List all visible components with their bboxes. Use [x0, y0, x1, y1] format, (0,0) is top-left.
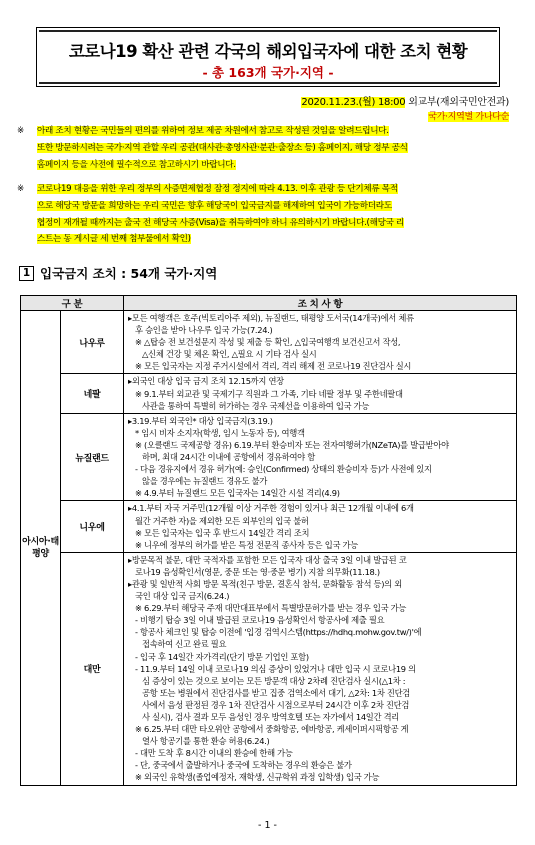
- country-cell: 나우루: [61, 311, 124, 374]
- measures-cell: ▸모든 여행객은 호주(빅토리아주 제외), 뉴질랜드, 태평양 도서국(14개국)에서 체류 후 승인을 받아 나우루 입국 가능(7.24.) ※ △탑승 전 보건설문지 작성 및 제출 등 확인, △입국여행객 보건신고서 작성, △신체 건강 및 체온 확인, △필요 시 기타 검사 실시 ※ 모든 입국자는 지정 주거시설에서 격리, 격리 해제 전 코로나19 진단검사 실시: [124, 311, 517, 374]
- table-row: [21, 413, 517, 501]
- country-cell: 뉴질랜드: [61, 413, 124, 501]
- entry-ban-table: [20, 295, 517, 786]
- title-box: [36, 27, 500, 87]
- header-category: 구 분: [21, 296, 124, 311]
- measures-cell: ▸방문목적 불문, 대만 국적자를 포함한 모든 입국자 대상 출국 3일 이내 발급된 코 로나19 음성확인서(영문, 중문 또는 영·중문 병기) 지참 의무화(11.18.) ▸관광 및 일반적 사회 방문 목적(친구 방문, 결혼식 참석, 문화활동 참석 등)의 외 국인 대상 입국 금지(6.24.) ※ 6.29.부터 해당국 주재 대만대표부에서 특별방문허가를 받는 경우 입국 가능 - 비행기 탑승 3일 이내 발급된 코로나19 음성확인서 항공사에 제출 필요 - 항공사 체크인 및 탑승 이전에 '입경 검역시스템(https://hdhq.mohw.gov.tw/)'에 접속하여 신고 완료 필요 - 입국 후 14일간 자가격리(단기 방문 기업인 포함) - 11.9.부터 14일 이내 코로나19 의심 증상이 있었거나 대만 입국 시 코로나19 의 심 증상이 있는 것으로 보이는 모든 방문객 대상 2차례 진단검사 실시(△1차 : 공항 또는 병원에서 진단검사를 받고 집중 검역소에서 대기, △2차: 1차 진단검 사에서 음성 판정된 경우 1차 진단검사 시점으로부터 24시간 이후 2차 진단검 사 실시), 검사 결과 모두 음성인 경우 방역호텔 또는 자가에서 14일간 격리 ※ 6.25.부터 대만 타오위안 공항에서 중화항공, 에바항공, 케세이퍼시픽항공 게 열사 항공기를 통한 환승 허용(6.24.) - 대만 도착 후 8시간 이내의 환승에 한해 가능 - 단, 중국에서 출발하거나 중국에 도착하는 경우의 환승은 불가 ※ 외국인 유학생(졸업예정자, 재학생, 신규학위 과정 입학생) 입국 가능: [124, 552, 517, 785]
- page-title: 코로나19 확산 관련 각국의 해외입국자에 대한 조치 현황: [68, 42, 468, 61]
- measures-cell: ▸3.19.부터 외국인* 대상 입국금지(3.19.) * 임시 비자 소지자(학생, 임시 노동자 등), 여행객 ※ (오클랜드 국제공항 경유) 6.19.부터 환승비자 또는 전자여행허가(NZeTA)를 발급받아야 하며, 최대 24시간 이내에 공항에서 경유하여야 함 - 다음 경유지에서 경유 허가(예: 승인(Confirmed) 상태의 환승비자 등)가 사전에 있지 않을 경우에는 뉴질랜드 경유도 불가 ※ 4.9.부터 뉴질랜드 모든 입국자는 14일간 시설 격리(4.9): [124, 413, 517, 501]
- table-row: [21, 374, 517, 413]
- table-row: [21, 552, 517, 785]
- table-header-row: [21, 296, 517, 311]
- section-heading: [19, 264, 217, 282]
- ordering-note: 국가·지역별 가나다순: [428, 112, 509, 122]
- header-measures: 조 치 사 항: [124, 296, 517, 311]
- page-subtitle: - 총 163개 국가·지역 -: [202, 65, 334, 80]
- note-1-text: 아래 조치 현황은 국민들의 편의를 위하여 정보 제공 차원에서 참고로 작성된 것임을 알려드립니다. 또한 방문하시려는 국가·지역 관할 우리 공관(대사관·총영사관·분관·출장소 등) 홈페이지, 해당 정부 공식 홈페이지 등을 사전에 필수적으로 참고하시기 바랍니다.: [37, 126, 408, 170]
- table-row: [21, 501, 517, 552]
- country-cell: 네팔: [61, 374, 124, 413]
- country-cell: 대만: [61, 552, 124, 785]
- date-line: [301, 93, 509, 108]
- title-bottom-rule: [39, 82, 497, 84]
- section-title: 입국금지 조치 : 54개 국가·지역: [40, 266, 218, 281]
- note-mark: ※: [17, 184, 24, 194]
- country-cell: 니우에: [61, 501, 124, 552]
- date-text: 2020.11.23.(월) 18:00: [301, 97, 406, 108]
- note-2-text: 코로나19 대응을 위한 우리 정부의 사증면제협정 잠정 정지에 따라 4.13. 이후 관광 등 단기체류 목적 으로 해당국 방문을 희망하는 우리 국민은 향후 해당국이 입국금지를 해제하여 입국이 가능하더라도 협정이 재개될 때까지는 출국 전 해당국 사증(Visa)을 취득하여야 하니 유의하시기 바랍니다.(해당국 리 스트는 동 게시글 세 번째 첨부물에서 확인): [37, 184, 405, 245]
- region-cell: 아시아·태평양: [21, 311, 61, 786]
- section-number: 1: [19, 266, 34, 281]
- note-mark: ※: [17, 126, 24, 136]
- table-row: [21, 311, 517, 374]
- title-top-rule: [39, 30, 497, 32]
- measures-cell: ▸외국인 대상 입국 금지 조치 12.15까지 연장 ※ 9.1.부터 외교관 및 국제기구 직원과 그 가족, 기타 네팔 정부 및 주한네팔대 사관을 통하여 특별히 허가하는 경우 국제선을 이용하여 입국 가능: [124, 374, 517, 413]
- measures-cell: ▸4.1.부터 자국 거주민(12개월 이상 거주한 경험이 있거나 최근 12개월 이내에 6개 월간 거주한 자)을 제외한 모든 외부인의 입국 불허 ※ 모든 입국자는 입국 후 반드시 14일간 격리 조치 ※ 니우에 정부의 허가를 받은 특정 전문직 종사자 등은 입국 가능: [124, 501, 517, 552]
- source-text: 외교부(재외국민안전과): [408, 97, 509, 108]
- page-number: - 1 -: [258, 820, 277, 831]
